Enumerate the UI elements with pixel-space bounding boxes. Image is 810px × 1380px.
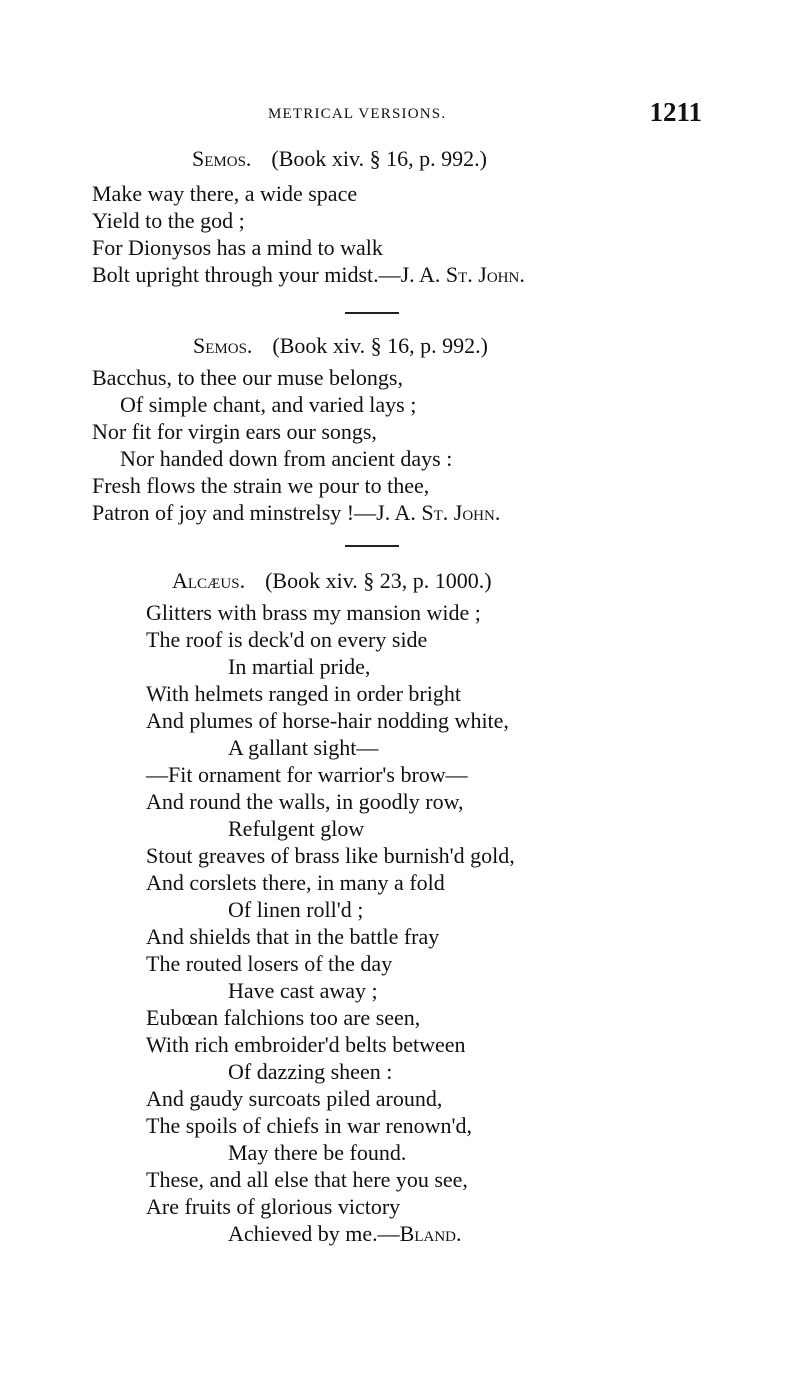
verse-line: Make way there, a wide space (92, 181, 358, 206)
verse-line: Are fruits of glorious victory (146, 1194, 401, 1219)
verse-line: Eubœan falchions too are seen, (146, 1005, 421, 1030)
verse-line: The roof is deck'd on every side (146, 627, 428, 652)
verse-line: And gaudy surcoats piled around, (146, 1086, 443, 1111)
section-heading (172, 568, 492, 594)
section-author: Semos. (192, 146, 252, 171)
verse-line: And round the walls, in goodly row, (146, 789, 464, 814)
verse-line: Refulgent glow (228, 816, 365, 841)
verse-line: Nor handed down from ancient days : (120, 446, 453, 471)
verse-line: With helmets ranged in order bright (146, 681, 461, 706)
verse-line: The spoils of chiefs in war renown'd, (146, 1113, 472, 1138)
attribution: J. A. St. John. (400, 262, 525, 287)
section-divider (345, 312, 399, 314)
verse-line: In martial pride, (228, 654, 371, 679)
verse-line: And corslets there, in many a fold (146, 870, 445, 895)
page-number: 1211 (649, 97, 702, 127)
verse-text: Patron of joy and minstrelsy !— (92, 500, 377, 525)
section-reference: (Book xiv. § 16, p. 992.) (271, 146, 487, 171)
verse-line: Bacchus, to thee our muse belongs, (92, 365, 403, 390)
verse-line: Glitters with brass my mansion wide ; (146, 600, 481, 625)
verse-line (92, 261, 525, 288)
verse-line: These, and all else that here you see, (146, 1167, 468, 1192)
verse-line: And shields that in the battle fray (146, 924, 440, 949)
verse-line: For Dionysos has a mind to walk (92, 235, 383, 260)
verse-line: A gallant sight— (228, 735, 379, 760)
verse-line: —Fit ornament for warrior's brow— (146, 762, 468, 787)
section-author: Alcæus. (172, 568, 246, 593)
verse-text: Bolt upright through your midst.— (92, 262, 401, 287)
section-author: Semos. (193, 333, 253, 358)
section-reference: (Book xiv. § 23, p. 1000.) (265, 568, 492, 593)
verse-line: Have cast away ; (228, 978, 378, 1003)
verse-line (146, 1220, 515, 1247)
section-heading (193, 333, 488, 359)
section-divider (345, 545, 399, 547)
verse-line: Yield to the god ; (92, 208, 245, 233)
poem-semos-1 (92, 180, 525, 288)
verse-line: The routed losers of the day (146, 951, 393, 976)
verse-line: May there be found. (228, 1140, 407, 1165)
verse-line: Of dazzing sheen : (228, 1059, 393, 1084)
verse-line: Fresh flows the strain we pour to thee, (92, 473, 430, 498)
attribution: J. A. St. John. (376, 500, 501, 525)
poem-alcaeus (146, 599, 515, 1247)
verse-text: Achieved by me.— (228, 1221, 400, 1246)
running-head: METRICAL VERSIONS. (268, 106, 447, 122)
verse-line: And plumes of horse-hair nodding white, (146, 708, 509, 733)
verse-line: Nor fit for virgin ears our songs, (92, 419, 377, 444)
poem-semos-2 (92, 364, 500, 526)
section-reference: (Book xiv. § 16, p. 992.) (272, 333, 488, 358)
attribution: Bland. (399, 1221, 462, 1246)
verse-line: Stout greaves of brass like burnish'd gold, (146, 843, 515, 868)
verse-line (92, 499, 500, 526)
section-heading (192, 146, 487, 172)
verse-line: With rich embroider'd belts between (146, 1032, 466, 1057)
verse-line: Of linen roll'd ; (228, 897, 364, 922)
verse-line: Of simple chant, and varied lays ; (120, 392, 417, 417)
